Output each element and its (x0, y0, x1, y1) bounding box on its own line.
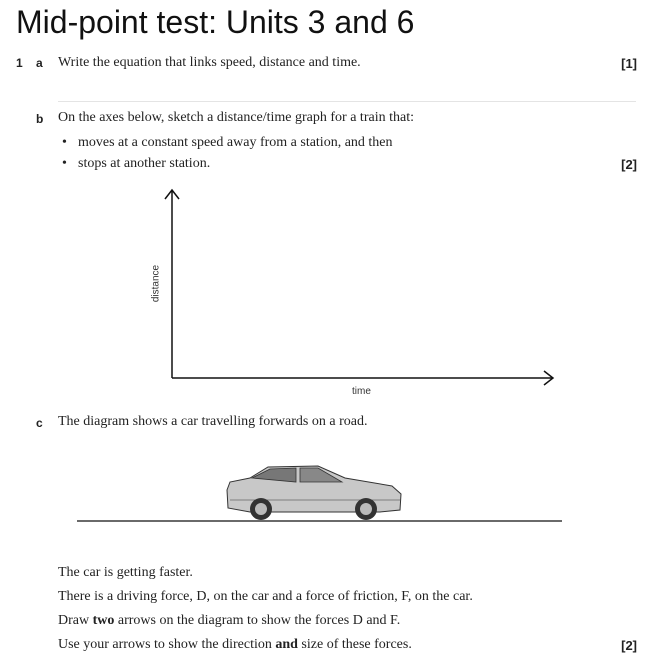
text: arrows on the diagram to show the forces D and F. (114, 613, 401, 628)
text: size of these forces. (297, 637, 412, 652)
part-b-marks: [2] (621, 157, 637, 172)
bold-text: two (92, 613, 115, 628)
part-a-marks: [1] (621, 56, 637, 71)
part-a-label: a (36, 56, 43, 70)
question-number: 1 (16, 56, 23, 70)
instruction-line (58, 637, 412, 653)
instruction-line (58, 613, 400, 629)
part-b-text: On the axes below, sketch a distance/time graph for a train that: (58, 110, 414, 125)
part-b-label: b (36, 112, 44, 126)
bullet-text: moves at a constant speed away from a station, and then (78, 135, 393, 150)
bullet-icon: • (62, 135, 67, 150)
text: Draw (58, 613, 93, 628)
text: Use your arrows to show the direction (58, 637, 276, 652)
part-a-text: Write the equation that links speed, distance and time. (58, 55, 361, 70)
instruction-line: There is a driving force, D, on the car and a force of friction, F, on the car. (58, 589, 473, 604)
part-c-label: c (36, 416, 43, 430)
page-title: Mid-point test: Units 3 and 6 (16, 4, 415, 40)
car-icon (227, 466, 401, 520)
instruction-line: The car is getting faster. (58, 565, 193, 580)
y-axis-label: distance (150, 264, 162, 303)
bullet-icon: • (62, 156, 67, 171)
part-c-text: The diagram shows a car travelling forwards on a road. (58, 414, 368, 429)
bold-text: and (275, 637, 298, 652)
part-c-marks: [2] (621, 638, 637, 653)
bullet-text: stops at another station. (78, 156, 211, 171)
x-axis-label: time (352, 386, 371, 397)
